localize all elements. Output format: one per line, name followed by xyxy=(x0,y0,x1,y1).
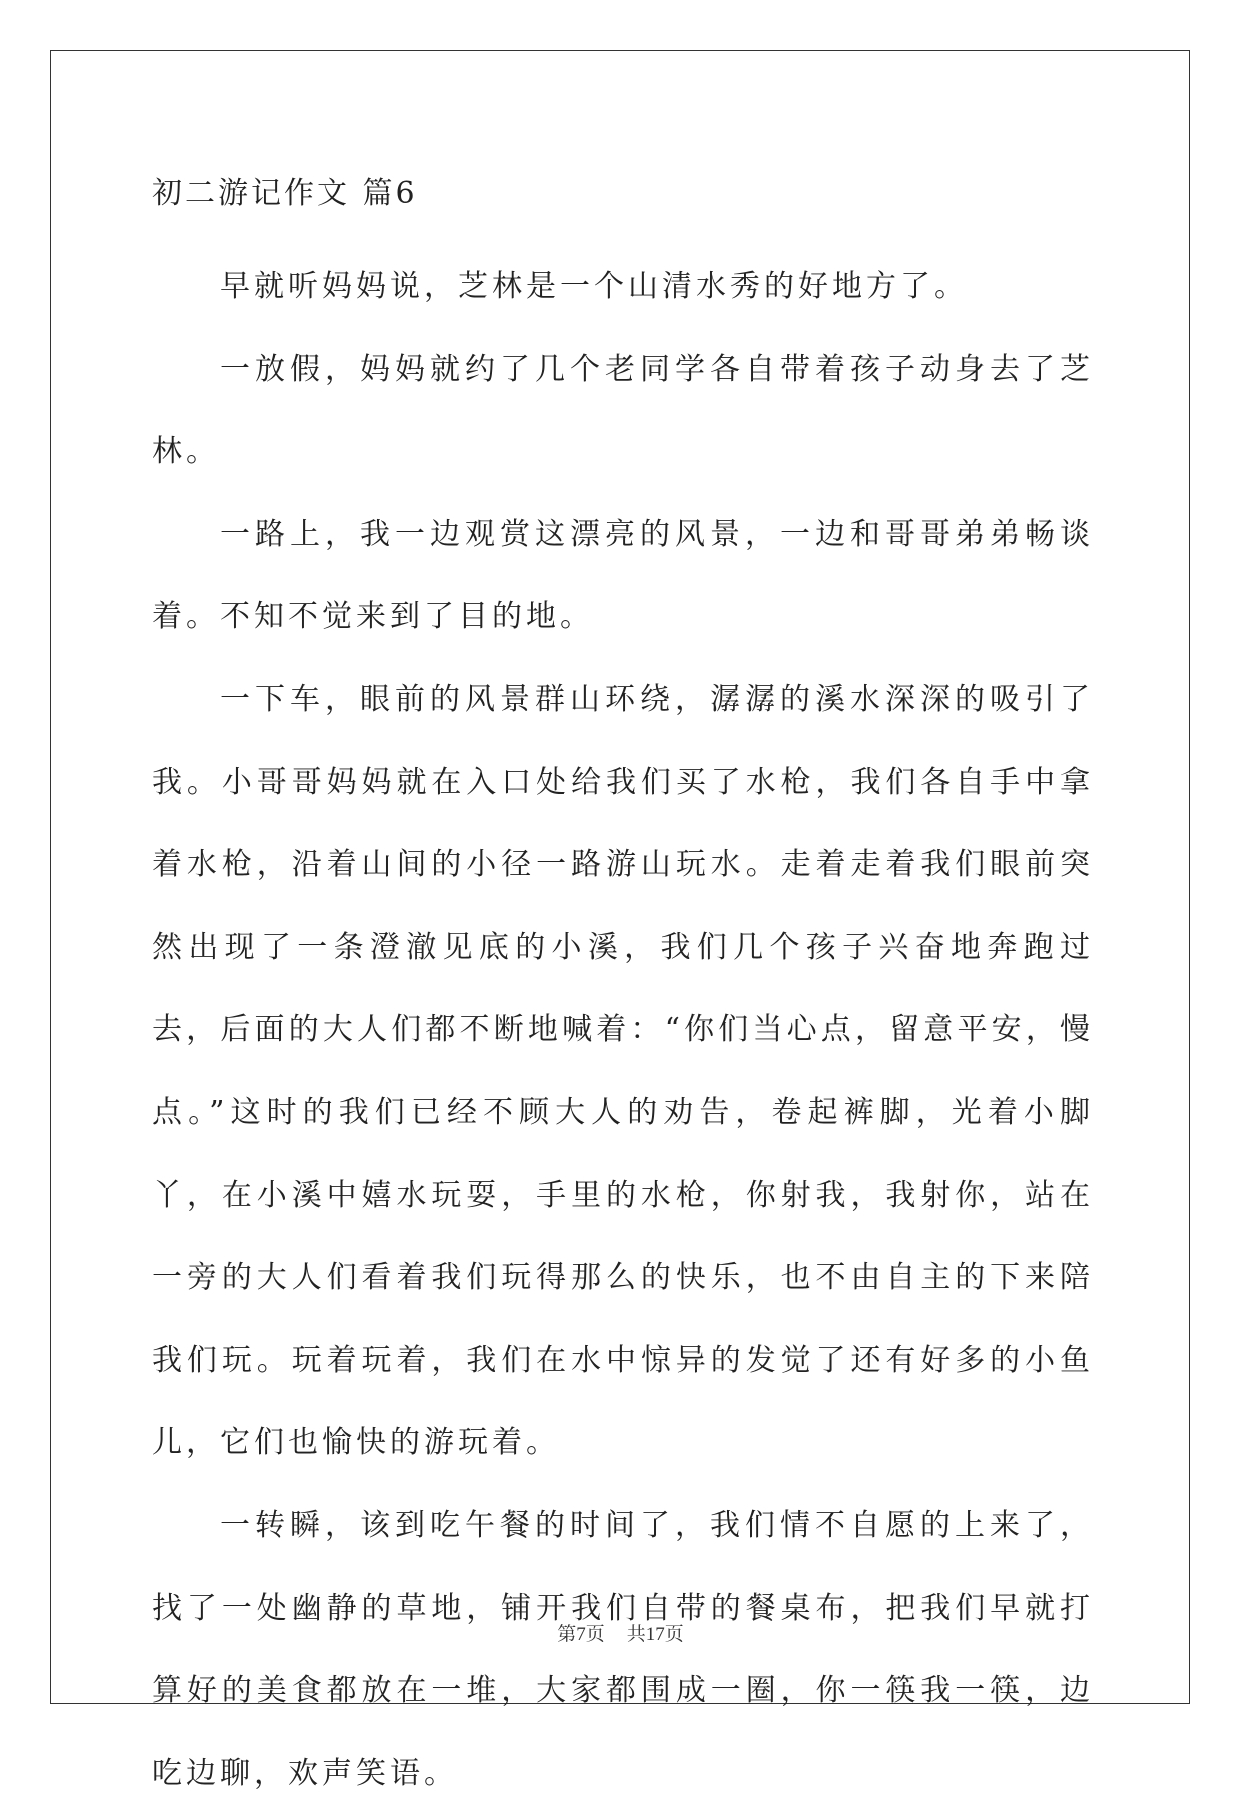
document-body xyxy=(152,246,1094,1815)
paragraph: 一下车，眼前的风景群山环绕，潺潺的溪水深深的吸引了我。小哥哥妈妈就在入口处给我们买了水枪，我们各自手中拿着水枪，沿着山间的小径一路游山玩水。走着走着我们眼前突然出现了一条澄澈见底的小溪，我们几个孩子兴奋地奔跑过去，后面的大人们都不断地喊着：“你们当心点，留意平安，慢点。”这时的我们已经不顾大人的劝告，卷起裤脚，光着小脚丫，在小溪中嬉水玩耍，手里的水枪，你射我，我射你，站在一旁的大人们看着我们玩得那么的快乐，也不由自主的下来陪我们玩。玩着玩着，我们在水中惊异的发觉了还有好多的小鱼儿，它们也愉快的游玩着。 xyxy=(152,681,1094,1461)
page-footer xyxy=(0,1619,1241,1646)
paragraph: 一放假，妈妈就约了几个老同学各自带着孩子动身去了芝林。 xyxy=(152,351,1094,470)
page-total: 共17页 xyxy=(626,1624,684,1645)
paragraph: 早就听妈妈说，芝林是一个山清水秀的好地方了。 xyxy=(220,269,968,304)
paragraph: 一路上，我一边观赏这漂亮的风景，一边和哥哥弟弟畅谈着。不知不觉来到了目的地。 xyxy=(152,516,1094,635)
paragraph: 一转瞬，该到吃午餐的时间了，我们情不自愿的上来了，找了一处幽静的草地，铺开我们自带的餐桌布，把我们早就打算好的美食都放在一堆，大家都围成一圈，你一筷我一筷，边吃边聊，欢声笑语。 xyxy=(152,1507,1094,1791)
document-title: 初二游记作文 篇6 xyxy=(152,176,418,211)
page-number: 第7页 xyxy=(557,1624,605,1645)
